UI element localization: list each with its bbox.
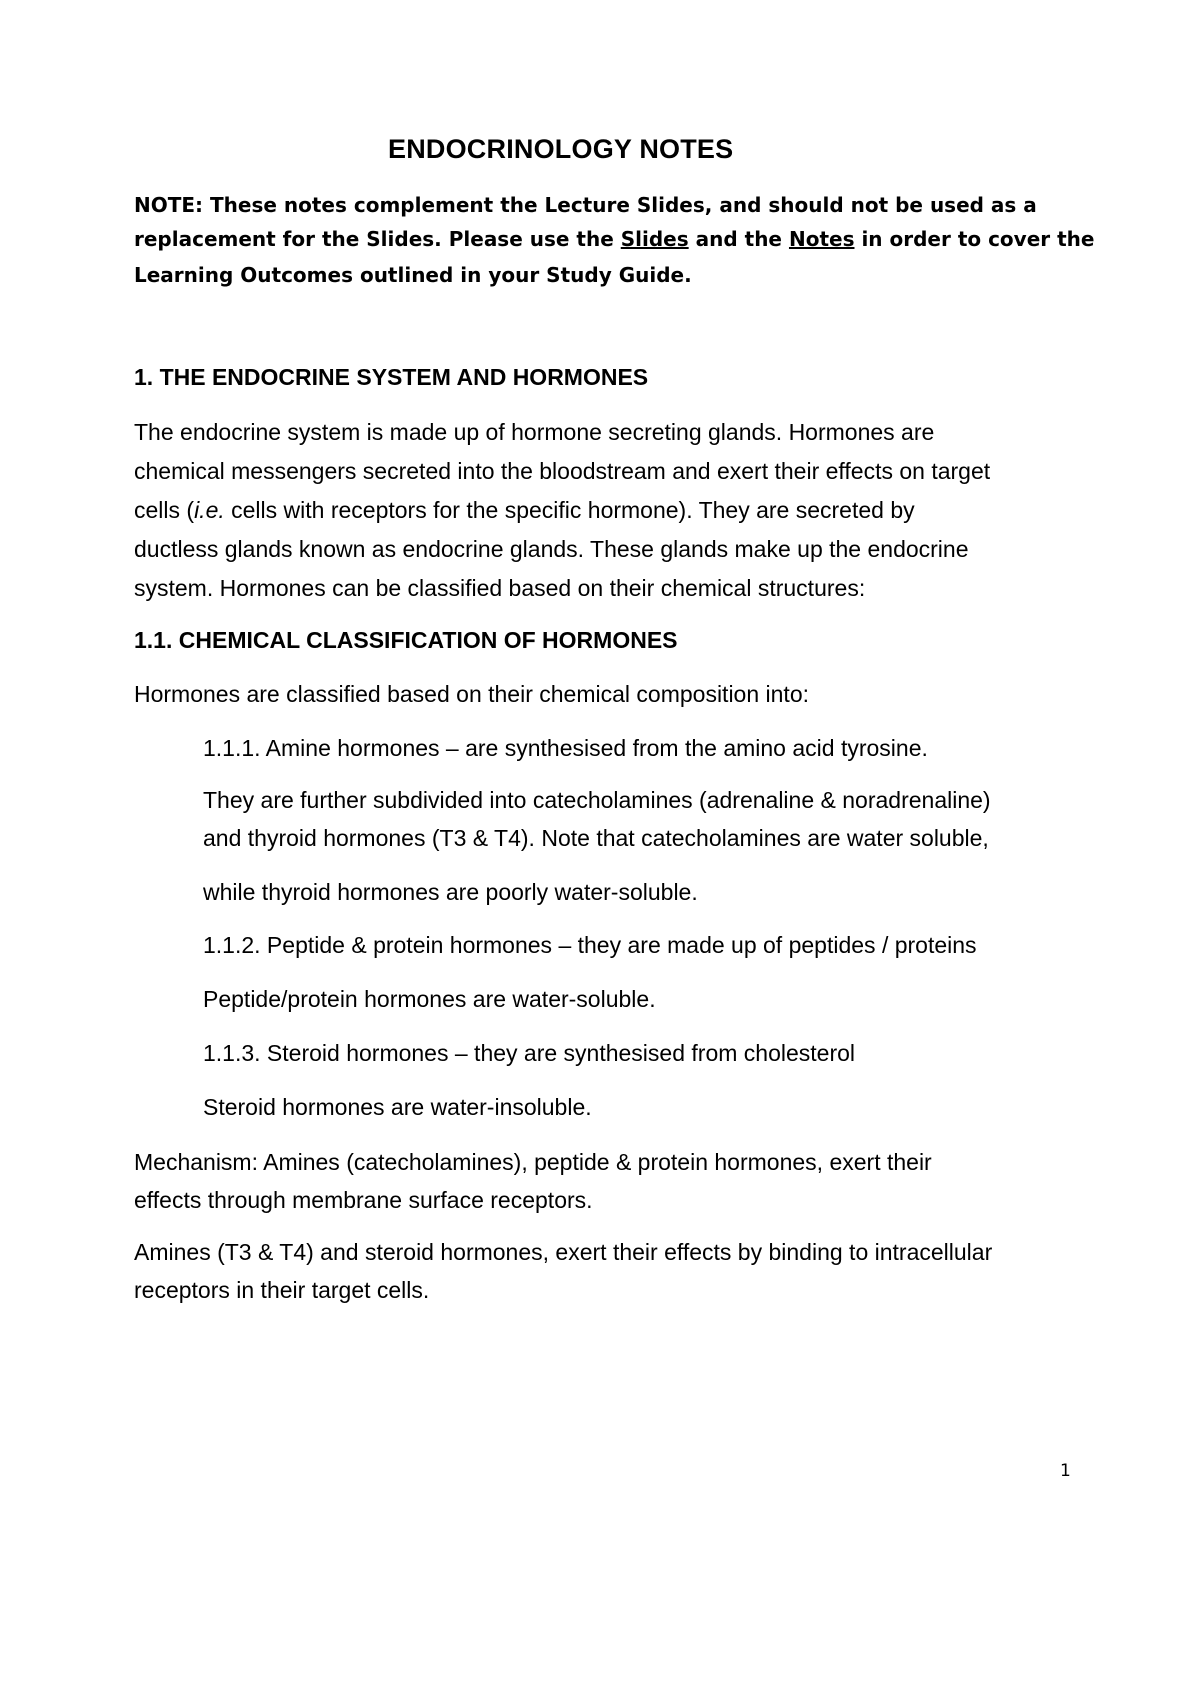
item-1-1-1-line-2: and thyroid hormones (T3 & T4). Note that catecholamines are water soluble, — [203, 825, 989, 851]
section-1-heading: 1. THE ENDOCRINE SYSTEM AND HORMONES — [134, 364, 649, 390]
section-1-line-5: system. Hormones can be classified based on their chemical structures: — [134, 575, 866, 601]
note-line-2 — [134, 227, 1094, 251]
item-1-1-2-line-1: Peptide/protein hormones are water-soluble. — [203, 986, 656, 1012]
slides-underlined: Slides — [620, 227, 689, 251]
note-line-2-end: in order to cover the — [854, 227, 1095, 251]
amines-line-1: Amines (T3 & T4) and steroid hormones, exert their effects by binding to intracellular — [134, 1239, 993, 1265]
section-1-line-1: The endocrine system is made up of hormone secreting glands. Hormones are — [134, 419, 935, 445]
page-number: 1 — [1060, 1461, 1071, 1481]
section-1-1-heading: 1.1. CHEMICAL CLASSIFICATION OF HORMONES — [134, 627, 678, 653]
item-1-1-1-line-3: while thyroid hormones are poorly water-soluble. — [203, 879, 698, 905]
item-1-1-3-line-1: Steroid hormones are water-insoluble. — [203, 1094, 592, 1120]
amines-line-2: receptors in their target cells. — [134, 1277, 430, 1303]
section-1-line-3 — [134, 497, 915, 524]
mechanism-line-1: Mechanism: Amines (catecholamines), peptide & protein hormones, exert their — [134, 1149, 932, 1175]
notes-underlined: Notes — [788, 227, 855, 251]
note-line-2-mid: and the — [688, 227, 789, 251]
section-1-line-3-end: cells with receptors for the specific hormone). They are secreted by — [224, 497, 915, 523]
item-1-1-1-line-1: They are further subdivided into catecholamines (adrenaline & noradrenaline) — [203, 787, 991, 813]
note-line-3: Learning Outcomes outlined in your Study Guide. — [134, 263, 692, 287]
item-1-1-1-title: 1.1.1. Amine hormones – are synthesised from the amino acid tyrosine. — [203, 735, 928, 761]
mechanism-line-2: effects through membrane surface receptors. — [134, 1187, 593, 1213]
note-line-1: NOTE: These notes complement the Lecture Slides, and should not be used as a — [134, 193, 1037, 217]
document-title: ENDOCRINOLOGY NOTES — [388, 134, 734, 164]
note-line-2-start: replacement for the Slides. Please use the — [134, 227, 621, 251]
section-1-line-2: chemical messengers secreted into the bloodstream and exert their effects on target — [134, 458, 991, 484]
item-1-1-3-title: 1.1.3. Steroid hormones – they are synthesised from cholesterol — [203, 1040, 856, 1066]
section-1-line-3-start: cells ( — [134, 497, 195, 523]
ie-italic: i.e. — [194, 497, 225, 523]
item-1-1-2-title: 1.1.2. Peptide & protein hormones – they are made up of peptides / proteins — [203, 932, 977, 958]
section-1-line-4: ductless glands known as endocrine glands. These glands make up the endocrine — [134, 536, 969, 562]
section-1-1-intro: Hormones are classified based on their chemical composition into: — [134, 681, 809, 707]
